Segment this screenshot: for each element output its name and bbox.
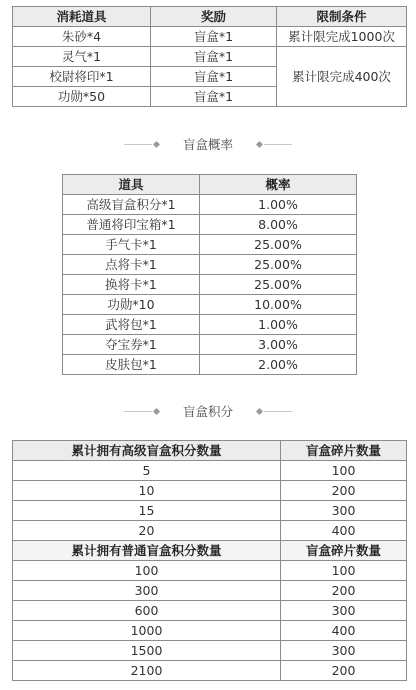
- reward-cell: 盲盒*1: [151, 27, 277, 47]
- header-normal-points: 累计拥有普通盲盒积分数量: [13, 541, 281, 561]
- limit-cell: 累计限完成1000次: [277, 27, 407, 47]
- divider-line: [264, 144, 292, 145]
- probability-table: [62, 174, 357, 375]
- diamond-icon: [256, 140, 263, 147]
- table-row: [63, 215, 357, 235]
- table-row: [63, 195, 357, 215]
- fragments-cell: 300: [281, 601, 407, 621]
- table-row: [63, 355, 357, 375]
- table-header-row: [13, 441, 407, 461]
- divider-line: [124, 144, 152, 145]
- table-row: [63, 295, 357, 315]
- header-fragments: 盲盒碎片数量: [281, 541, 407, 561]
- points-cell: 15: [13, 501, 281, 521]
- header-reward: 奖励: [151, 7, 277, 27]
- probability-cell: 10.00%: [200, 295, 357, 315]
- points-cell: 1500: [13, 641, 281, 661]
- probability-cell: 25.00%: [200, 275, 357, 295]
- header-fragments: 盲盒碎片数量: [281, 441, 407, 461]
- header-consumed-item: 消耗道具: [13, 7, 151, 27]
- reward-cell: 盲盒*1: [151, 87, 277, 107]
- header-probability: 概率: [200, 175, 357, 195]
- probability-cell: 8.00%: [200, 215, 357, 235]
- table-row: [63, 335, 357, 355]
- consumption-table: [12, 6, 407, 107]
- points-cell: 100: [13, 561, 281, 581]
- probability-cell: 1.00%: [200, 315, 357, 335]
- item-cell: 灵气*1: [13, 47, 151, 67]
- header-high-points: 累计拥有高级盲盒积分数量: [13, 441, 281, 461]
- points-cell: 1000: [13, 621, 281, 641]
- fragments-cell: 400: [281, 621, 407, 641]
- table-row: [13, 621, 407, 641]
- probability-cell: 2.00%: [200, 355, 357, 375]
- table-row: [13, 501, 407, 521]
- item-cell: 功勋*50: [13, 87, 151, 107]
- table-row: [13, 581, 407, 601]
- table-row: [13, 521, 407, 541]
- section-title-label: 盲盒概率: [182, 137, 233, 152]
- reward-cell: 盲盒*1: [151, 47, 277, 67]
- table-row: [63, 275, 357, 295]
- probability-cell: 25.00%: [200, 255, 357, 275]
- table-header-row: [13, 7, 407, 27]
- limit-cell: 累计限完成400次: [277, 47, 407, 107]
- fragments-cell: 200: [281, 581, 407, 601]
- table-row: [13, 461, 407, 481]
- divider-line: [124, 411, 152, 412]
- table-row: [13, 641, 407, 661]
- points-cell: 10: [13, 481, 281, 501]
- fragments-cell: 300: [281, 501, 407, 521]
- table-header-row: [63, 175, 357, 195]
- fragments-cell: 100: [281, 461, 407, 481]
- fragments-cell: 400: [281, 521, 407, 541]
- section-title-points: [0, 401, 416, 421]
- fragments-cell: 300: [281, 641, 407, 661]
- table-row: [13, 47, 407, 67]
- item-cell: 朱砂*4: [13, 27, 151, 47]
- points-cell: 20: [13, 521, 281, 541]
- item-cell: 高级盲盒积分*1: [63, 195, 200, 215]
- table-row: [13, 27, 407, 47]
- probability-cell: 3.00%: [200, 335, 357, 355]
- header-item: 道具: [63, 175, 200, 195]
- table-row: [63, 235, 357, 255]
- item-cell: 武将包*1: [63, 315, 200, 335]
- item-cell: 点将卡*1: [63, 255, 200, 275]
- diamond-icon: [153, 407, 160, 414]
- table-row: [63, 315, 357, 335]
- points-cell: 5: [13, 461, 281, 481]
- probability-cell: 1.00%: [200, 195, 357, 215]
- points-table: [12, 440, 407, 681]
- diamond-icon: [153, 140, 160, 147]
- item-cell: 功勋*10: [63, 295, 200, 315]
- table-subheader-row: [13, 541, 407, 561]
- diamond-icon: [256, 407, 263, 414]
- fragments-cell: 200: [281, 661, 407, 681]
- item-cell: 普通将印宝箱*1: [63, 215, 200, 235]
- points-cell: 300: [13, 581, 281, 601]
- table-row: [13, 661, 407, 681]
- probability-cell: 25.00%: [200, 235, 357, 255]
- item-cell: 校尉将印*1: [13, 67, 151, 87]
- item-cell: 换将卡*1: [63, 275, 200, 295]
- item-cell: 皮肤包*1: [63, 355, 200, 375]
- fragments-cell: 200: [281, 481, 407, 501]
- table-row: [13, 481, 407, 501]
- item-cell: 手气卡*1: [63, 235, 200, 255]
- table-row: [13, 601, 407, 621]
- section-title-label: 盲盒积分: [182, 404, 233, 419]
- fragments-cell: 100: [281, 561, 407, 581]
- section-title-probability: [0, 134, 416, 154]
- reward-cell: 盲盒*1: [151, 67, 277, 87]
- points-cell: 2100: [13, 661, 281, 681]
- item-cell: 夺宝券*1: [63, 335, 200, 355]
- table-row: [63, 255, 357, 275]
- table-row: [13, 561, 407, 581]
- divider-line: [264, 411, 292, 412]
- points-cell: 600: [13, 601, 281, 621]
- header-limit: 限制条件: [277, 7, 407, 27]
